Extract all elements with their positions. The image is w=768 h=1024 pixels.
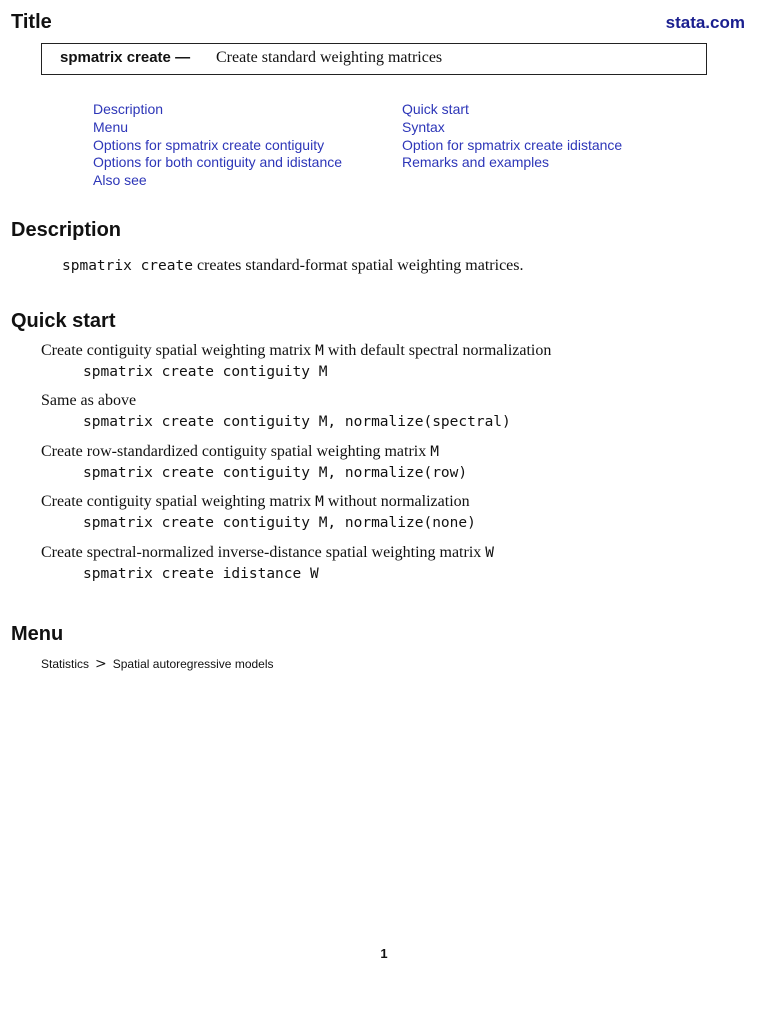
quick-start-item-cmd: spmatrix create contiguity M, normalize(row) (83, 465, 468, 481)
toc-link-option-idistance[interactable]: Option for spmatrix create idistance (402, 137, 623, 153)
title-command: spmatrix create — (60, 49, 191, 66)
title-box (41, 43, 707, 75)
description-command: spmatrix create (62, 258, 193, 274)
toc-link-syntax[interactable]: Syntax (402, 119, 445, 135)
quick-start-item-cmd: spmatrix create contiguity M, normalize(spectral) (83, 414, 511, 430)
menu-path-statistics: Statistics (41, 657, 90, 671)
menu-path-separator: > (95, 656, 107, 672)
quick-start-item-desc: Create spectral-normalized inverse-distance spatial weighting matrix W (41, 544, 495, 561)
quick-start-item-desc: Create contiguity spatial weighting matrix M without normalization (41, 493, 470, 510)
quick-start-item-desc: Create contiguity spatial weighting matrix M with default spectral normalization (41, 342, 552, 359)
toc-link-options-both[interactable]: Options for both contiguity and idistance (93, 154, 343, 170)
description-body: creates standard-format spatial weighting matrices. (192, 257, 524, 274)
description-text (62, 257, 524, 275)
menu-path (41, 656, 274, 672)
toc-link-remarks-examples[interactable]: Remarks and examples (402, 154, 550, 170)
description-heading: Description (11, 219, 122, 241)
toc-link-options-contiguity[interactable]: Options for spmatrix create contiguity (93, 137, 325, 153)
header-title: Title (11, 11, 52, 33)
menu-heading: Menu (11, 623, 64, 645)
toc-link-description[interactable]: Description (93, 101, 164, 117)
quick-start-heading: Quick start (11, 310, 116, 332)
toc-link-quick-start[interactable]: Quick start (402, 101, 469, 117)
page-number: 1 (380, 946, 388, 961)
toc-link-menu[interactable]: Menu (93, 119, 129, 135)
quick-start-item-desc: Create row-standardized contiguity spatial weighting matrix M (41, 443, 439, 460)
quick-start-item-desc: Same as above (41, 392, 137, 409)
toc-link-also-see[interactable]: Also see (93, 172, 147, 188)
menu-path-spatial: Spatial autoregressive models (112, 657, 274, 671)
quick-start-item-cmd: spmatrix create idistance W (83, 566, 319, 582)
title-description: Create standard weighting matrices (216, 49, 443, 66)
quick-start-item-cmd: spmatrix create contiguity M (83, 364, 328, 380)
quick-start-item-cmd: spmatrix create contiguity M, normalize(none) (83, 515, 476, 531)
site-link[interactable]: stata.com (665, 13, 745, 32)
